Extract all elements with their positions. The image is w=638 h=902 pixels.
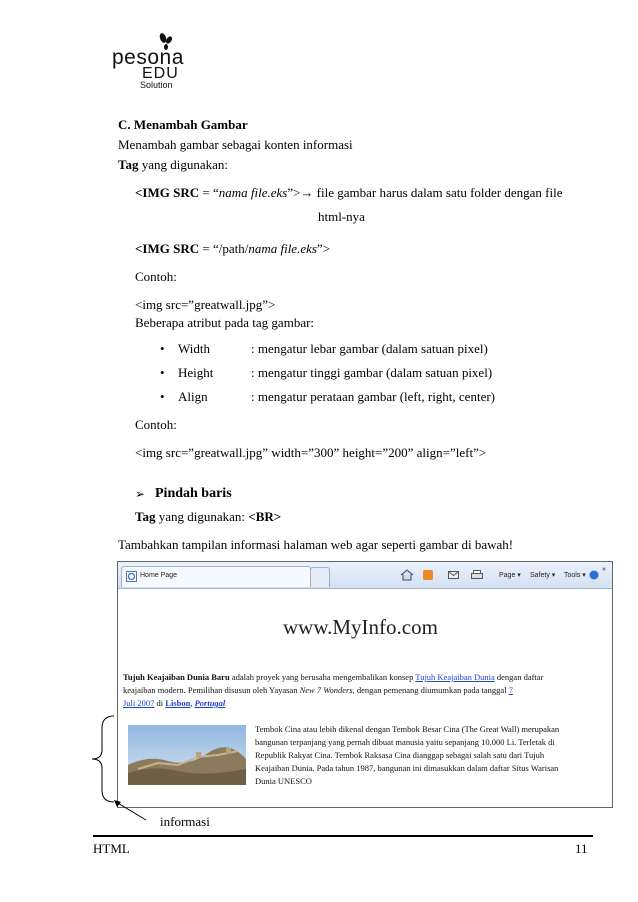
example-2: <img src=”greatwall.jpg” width=”300” height=”200” align=”left”> (135, 445, 487, 460)
page-menu[interactable]: Page ▾ (499, 572, 521, 579)
print-icon[interactable] (471, 570, 483, 580)
link-portugal[interactable]: Portugal (194, 698, 226, 708)
ie-page-icon (126, 571, 137, 582)
intro-line-2: keajaiban modern. Pemilihan disusun oleh Yayasan New 7 Wonders, dengan pemenang diumumkan pada tanggal 7 (123, 685, 513, 695)
help-icon[interactable] (589, 570, 599, 580)
browser-tab[interactable] (121, 566, 311, 587)
attr-bullet-width: • (160, 341, 165, 356)
browser-screenshot (117, 561, 613, 808)
toolbar-overflow[interactable]: » (602, 566, 606, 573)
img-src-path-line: <IMG SRC = “/path/nama file.eks”> (135, 241, 331, 256)
example-1: <img src=”greatwall.jpg”> (135, 297, 276, 312)
attr-desc-align: : mengatur perataan gambar (left, right, center) (251, 389, 495, 404)
pindah-tag-line: Tag yang digunakan: <BR> (135, 509, 282, 524)
attr-desc-width: : mengatur lebar gambar (dalam satuan pixel) (251, 341, 488, 356)
task-text: Tambahkan tampilan informasi halaman web agar seperti gambar di bawah! (118, 537, 514, 552)
section-intro: Menambah gambar sebagai konten informasi (118, 137, 353, 152)
footer-left: HTML (93, 841, 130, 856)
browser-tab-title: Home Page (140, 572, 177, 579)
curly-brace (86, 714, 116, 804)
attr-name-align: Align (178, 389, 208, 404)
attr-bullet-align: • (160, 389, 165, 404)
logo-line2: EDU (142, 65, 179, 82)
web-content (118, 589, 612, 807)
mail-icon[interactable] (448, 571, 459, 579)
wall-line-5: Dunia UNESCO (255, 776, 312, 786)
annotation-label: informasi (160, 814, 210, 829)
link-7[interactable]: 7 (508, 685, 513, 695)
attr-intro: Beberapa atribut pada tag gambar: (135, 315, 315, 330)
attr-desc-height: : mengatur tinggi gambar (dalam satuan pixel) (251, 365, 493, 380)
contoh-label-2: Contoh: (135, 417, 177, 432)
pindah-title: Pindah baris (155, 486, 232, 501)
attr-name-height: Height (178, 365, 214, 380)
link-tujuh-keajaiban[interactable]: Tujuh Keajaiban Dunia (415, 672, 495, 682)
attr-bullet-height: • (160, 365, 165, 380)
wall-line-2: bangunan terpanjang yang pernah dibuat manusia yaitu sepanjang 10.000 Li. Terletak di (255, 737, 555, 747)
tools-menu[interactable]: Tools ▾ (564, 572, 586, 579)
great-wall-image (128, 725, 246, 785)
site-title: www.MyInfo.com (283, 615, 438, 639)
arrow-bullet-icon: ➢ (135, 487, 146, 501)
new-tab-button[interactable] (310, 567, 330, 587)
logo-line1: pesona (112, 46, 184, 69)
footer-divider (93, 835, 593, 837)
annotation-arrow (112, 798, 148, 824)
contoh-label-1: Contoh: (135, 269, 177, 284)
img-src-line: <IMG SRC = “nama file.eks”>→ file gambar harus dalam satu folder dengan file (135, 185, 563, 200)
attr-name-width: Width (178, 341, 210, 356)
intro-line-3: Juli 2007 di Lisbon, Portugal (123, 698, 226, 708)
wall-line-4: Keajaiban Dunia. Pada tahun 1987, bangunan ini dimasukkan dalam daftar Situs Warisan (255, 763, 559, 773)
logo (112, 32, 192, 92)
intro-line-1: Tujuh Keajaiban Dunia Baru adalah proyek yang berusaha mengembalikan konsep Tujuh Keajaiban Dunia dengan daftar (123, 672, 544, 682)
browser-toolbar (118, 562, 612, 589)
logo-line3: Solution (140, 80, 173, 90)
safety-menu[interactable]: Safety ▾ (530, 572, 556, 579)
footer-page-number: 11 (575, 841, 588, 856)
img-src-cont: html-nya (318, 209, 365, 224)
section-title: C. Menambah Gambar (118, 117, 248, 132)
home-icon[interactable] (400, 569, 414, 581)
link-juli-2007[interactable]: Juli 2007 (123, 698, 155, 708)
wall-line-1: Tembok Cina atau lebih dikenal dengan Tembok Besar Cina (The Great Wall) merupakan (255, 724, 560, 734)
link-lisbon[interactable]: Lisbon (165, 698, 191, 708)
wall-line-3: Republik Rakyat Cina. Tembok Raksasa Cina dianggap sebagai salah satu dari Tujuh (255, 750, 545, 760)
feeds-icon[interactable] (423, 570, 433, 580)
tag-line: Tag yang digunakan: (118, 157, 229, 172)
